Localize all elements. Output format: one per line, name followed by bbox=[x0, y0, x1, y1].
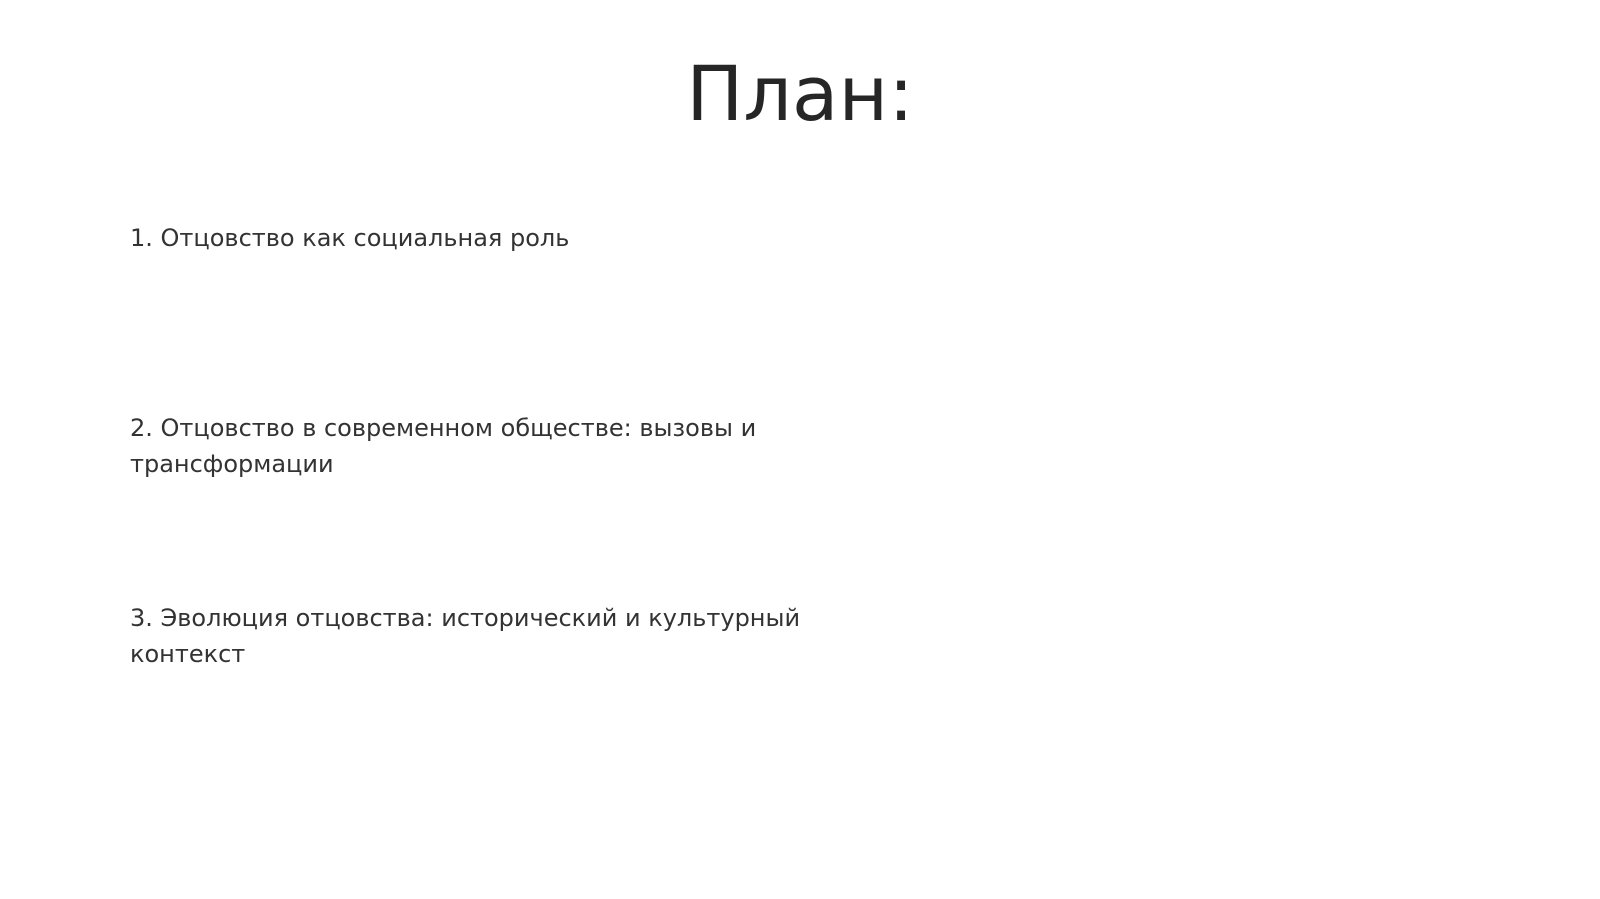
plan-item-3: 3. Эволюция отцовства: исторический и культурный контекст bbox=[130, 604, 801, 668]
plan-item-1: 1. Отцовство как социальная роль bbox=[130, 224, 570, 252]
plan-item-2: 2. Отцовство в современном обществе: вызовы и трансформации bbox=[130, 414, 757, 478]
slide-title: План: bbox=[686, 49, 914, 138]
